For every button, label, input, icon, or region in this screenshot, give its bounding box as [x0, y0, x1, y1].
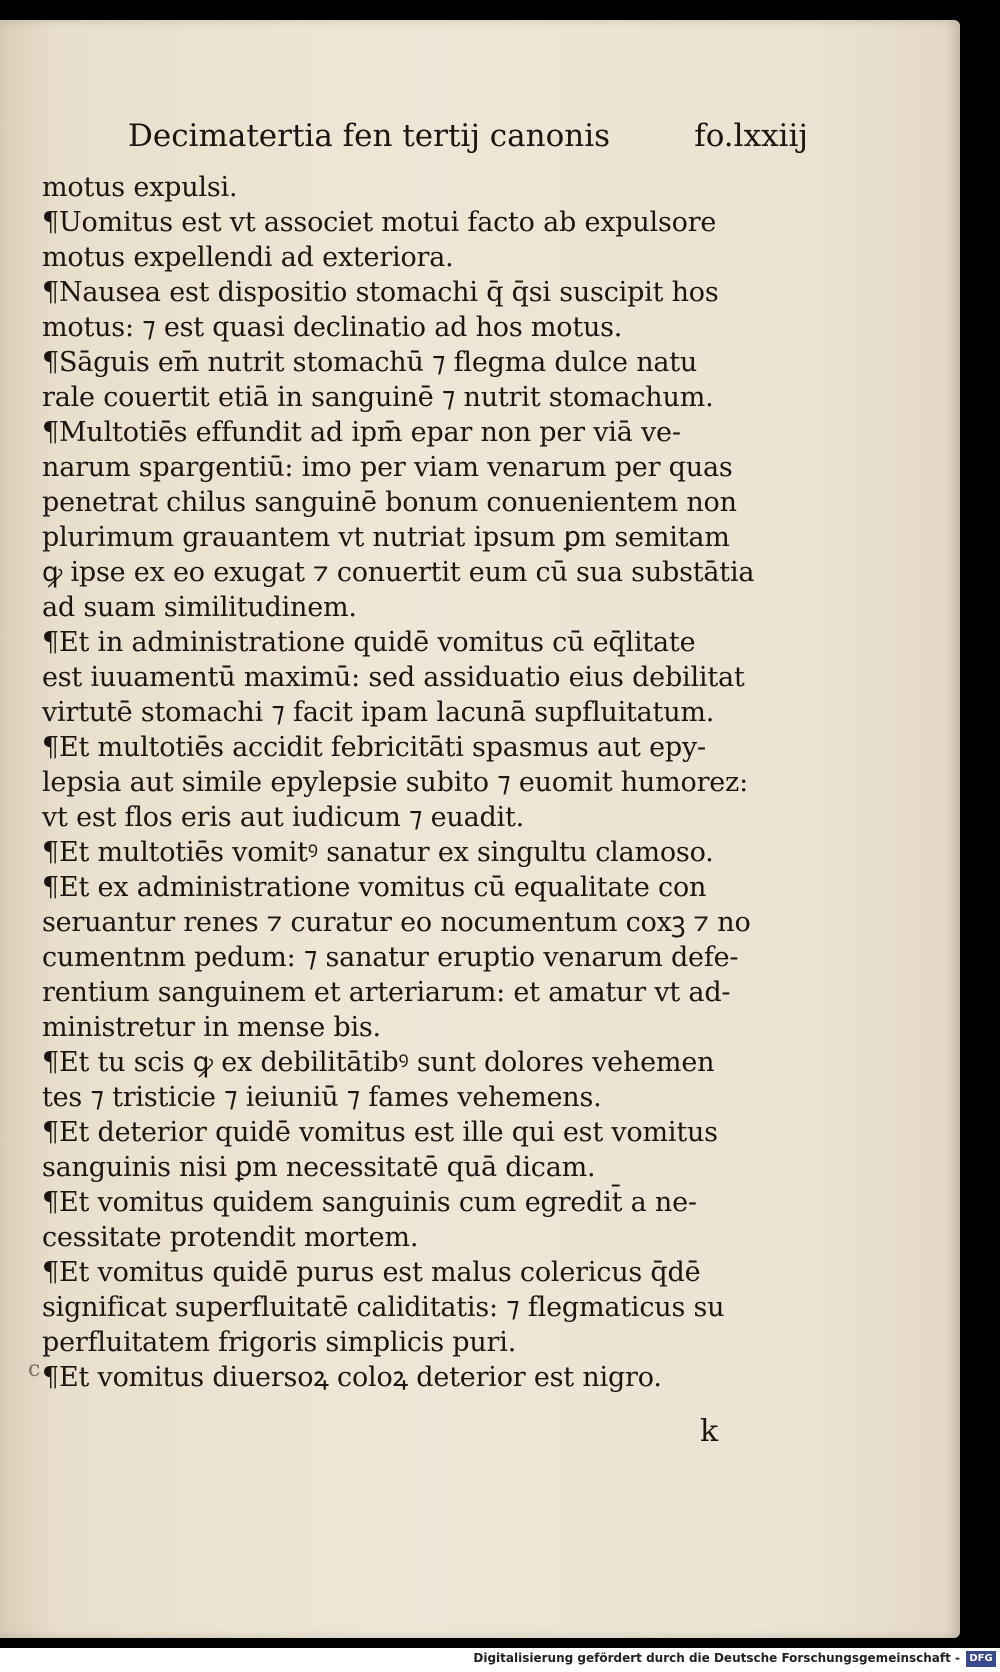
text-line: significat superfluitatē caliditatis: ⁊ flegmaticus su: [42, 1292, 725, 1323]
text-line: ¶Et tu scis ꝙ ex debilitātibꝰ sunt dolores vehemen: [42, 1047, 715, 1078]
text-line: ¶Et ex administratione vomitus cū equalitate con: [42, 872, 707, 903]
folio-number: fo.lxxiij: [694, 118, 808, 154]
text-line: rentium sanguinem et arteriarum: et amatur vt ad-: [42, 977, 731, 1008]
text-line: sanguinis nisi ꝑm necessitatē quā dicam.: [42, 1152, 596, 1183]
funding-credit: Digitalisierung gefördert durch die Deutsche Forschungsgemeinschaft -: [473, 1651, 960, 1665]
margin-mark: c: [28, 1357, 41, 1382]
text-line: ¶Et in administratione quidē vomitus cū eq̄litate: [42, 627, 696, 658]
running-header: [128, 108, 808, 168]
digitization-footer: [0, 1648, 1000, 1672]
text-line: lepsia aut simile epylepsie subito ⁊ euomit humorez:: [42, 767, 748, 798]
text-line: motus: ⁊ est quasi declinatio ad hos motus.: [42, 312, 623, 343]
text-line: plurimum grauantem vt nutriat ipsum ꝑm semitam: [42, 522, 730, 553]
text-line: ¶Multotiēs effundit ad ipm̄ epar non per viā ve-: [42, 417, 681, 448]
text-line: motus expulsi.: [42, 172, 238, 203]
text-line: virtutē stomachi ⁊ facit ipam lacunā supfluitatum.: [42, 697, 715, 728]
text-line: ministretur in mense bis.: [42, 1012, 381, 1043]
text-line: perfluitatem frigoris simplicis puri.: [42, 1327, 517, 1358]
text-line: ¶Et vomitus quidem sanguinis cum egredit̄ a ne-: [42, 1187, 697, 1218]
catchword: k: [700, 1414, 719, 1449]
text-line: penetrat chilus sanguinē bonum conuenientem non: [42, 487, 737, 518]
running-title: Decimatertia fen tertij canonis: [128, 118, 611, 154]
text-line: seruantur renes ⁊ curatur eo nocumentum coxꝫ ⁊ no: [42, 907, 751, 938]
text-line: ꝙ ipse ex eo exugat ⁊ conuertit eum cū sua substātia: [42, 557, 755, 588]
text-line: tes ⁊ tristicie ⁊ ieiuniū ⁊ fames vehemens.: [42, 1082, 602, 1113]
text-line: ¶Et vomitus diuersoꝝ coloꝝ deterior est nigro.: [42, 1362, 662, 1393]
text-line: ¶Sāguis em̄ nutrit stomachū ⁊ flegma dulce natu: [42, 347, 698, 378]
text-line: vt est flos eris aut iudicum ⁊ euadit.: [42, 802, 525, 833]
text-line: cessitate protendit mortem.: [42, 1222, 419, 1253]
text-line: narum spargentiū: imo per viam venarum per quas: [42, 452, 733, 483]
text-line: ¶Et vomitus quidē purus est malus colericus q̄dē: [42, 1257, 701, 1288]
dfg-logo: DFG: [966, 1651, 996, 1667]
book-page: [0, 20, 960, 1638]
text-line: ad suam similitudinem.: [42, 592, 357, 623]
text-line: ¶Uomitus est vt associet motui facto ab expulsore: [42, 207, 717, 238]
text-line: cumentnm pedum: ⁊ sanatur eruptio venarum defe-: [42, 942, 739, 973]
text-line: rale couertit etiā in sanguinē ⁊ nutrit stomachum.: [42, 382, 714, 413]
text-line: ¶Et multotiēs vomitꝰ sanatur ex singultu clamoso.: [42, 837, 714, 868]
text-line: ¶Et multotiēs accidit febricitāti spasmus aut epy-: [42, 732, 706, 763]
text-line: ¶Et deterior quidē vomitus est ille qui est vomitus: [42, 1117, 718, 1148]
body-text: [42, 170, 812, 1395]
text-line: motus expellendi ad exteriora.: [42, 242, 454, 273]
text-line: est iuuamentū maximū: sed assiduatio eius debilitat: [42, 662, 745, 693]
text-line: ¶Nausea est dispositio stomachi q̄ q̄si suscipit hos: [42, 277, 719, 308]
